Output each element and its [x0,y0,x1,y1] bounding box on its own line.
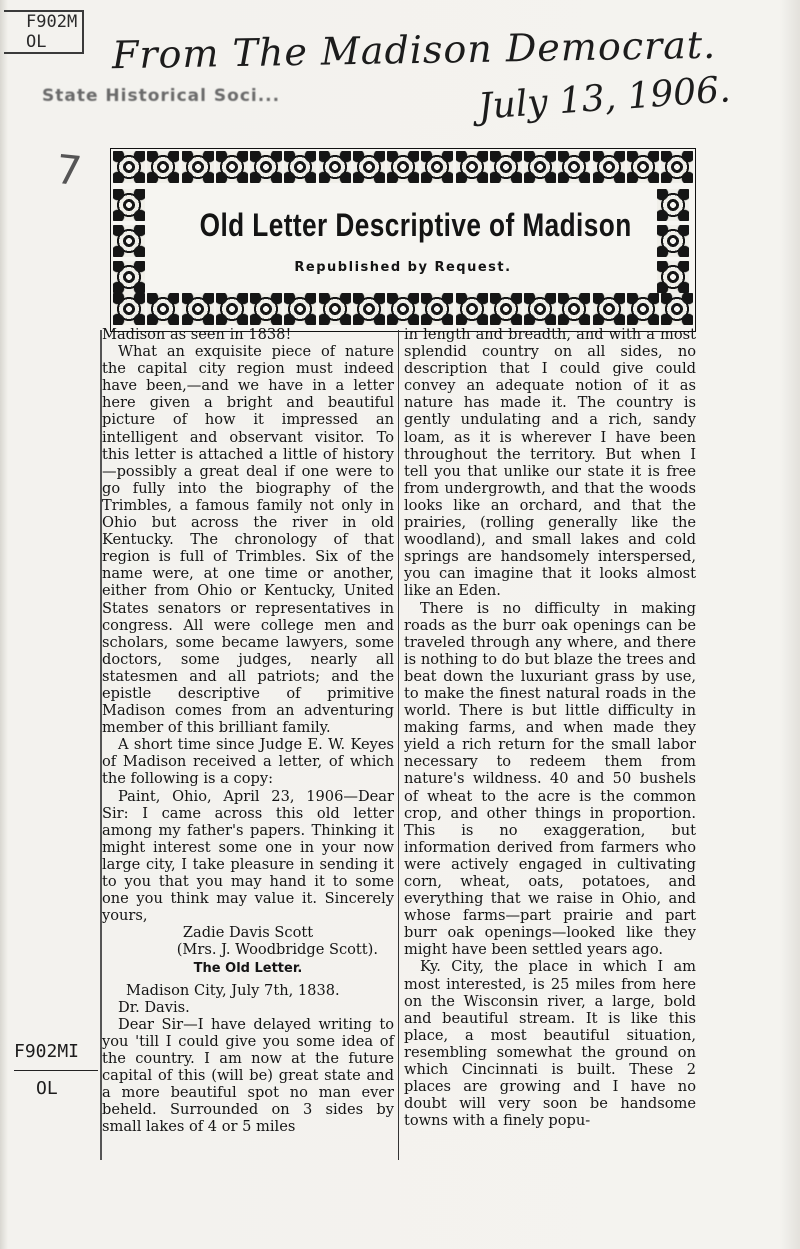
old-letter-dateline: Madison City, July 7th, 1838. [126,981,340,999]
lead-line: Madison as seen in 1838! [102,326,292,343]
ornament-border-bottom [113,293,693,329]
article-subtitle: Republished by Request. [294,260,512,275]
page-mark: 7 [53,146,84,196]
scott-letter-paragraph: Paint, Ohio, April 23, 1906—Dear Sir: I came across this old letter among my father's papers. Thinking it might interest some one in your now large city, I take pleasure in sending it to you that you may hand it to some one you think may value it. Sincerely yours, [102,787,394,925]
side-call-number-line-1: F902MI [14,1034,98,1071]
country-paragraph: in length and breadth, and with a most splendid country on all sides, no description that I could give could convey an adequate notion of it as nature has made it. The country is gently undulating and a rich, sandy loam, as it is wherever I have been throughout the territory. But when I tell you that unlike our state it is free from undergrowth, and that the woods looks like an orchard, and that the prairies, (rolling generally like the woodland), and small lakes and cold springs are handsomely interspersed, you can imagine that it looks almost like an Eden. [404,326,696,600]
article-right-column [404,326,696,1129]
call-number-stamp [4,10,84,54]
ornament-border-right [657,189,693,293]
handwritten-source-note: From The Madison Democrat. [111,22,717,78]
handwritten-date-note: July 13, 1906. [476,69,732,128]
roads-paragraph: There is no difficulty in making roads as the burr oak openings can be traveled through any where, and there is nothing to do but blaze the trees and beat down the luxuriant grass by use, to make the finest natural roads in the world. There is but little difficulty in making farms, and when made they yield a rich return for the small labor necessary to redeem them from nature's wildness. 40 and 50 bushels of wheat to the acre is the common crop, and other things in proportion. This is no exaggeration, but information derived from farmers who were actively engaged in cultivating corn, wheat, oats, potatoes, and everything that we raise in Ohio, and whose farms—part prairie and part burr oak openings—looked like they might have been settled years ago. [404,599,696,959]
call-number-line-1: F902M [26,12,78,32]
old-letter-body-start: Dear Sir—I have delayed writing to you 'till I could give you some idea of the country. I am now at the future capital of this (will be) great state and a more beautiful spot no man ever beheld. Surrounded on 3 sides by small lakes of 4 or 5 miles [102,1015,394,1136]
ornamental-header-frame [110,148,696,332]
column-divider [398,330,399,1160]
call-number-line-2: OL [26,32,47,52]
keyes-paragraph: A short time since Judge E. W. Keyes of Madison received a letter, of which the following is a copy: [102,736,394,788]
old-letter-salutation: Dr. Davis. [118,998,190,1016]
old-letter-heading: The Old Letter. [193,961,303,977]
side-call-number [14,1034,98,1107]
intro-paragraph: What an exquisite piece of nature the capital city region must indeed have been,—and we have in a letter here given a bright and beautiful picture of how it impressed an intelligent and observant visitor. To this letter is attached a little of history—possibly a great deal if one were to go fully into the biography of the Trimbles, a famous family not only in Ohio but across the river in old Kentucky. The chronology of that region is full of Trimbles. Six of the name were, at one time or another, either from Ohio or Kentucky, United States senators or representatives in congress. All were college men and scholars, some became lawyers, some doctors, some judges, nearly all statesmen and all patriots; and the epistle descriptive of primitive Madison comes from an adventuring member of this brilliant family. [102,343,394,737]
ornament-border-top [113,151,693,187]
signature-married-name: (Mrs. J. Woodbridge Scott). [176,941,378,959]
side-call-number-line-2: OL [36,1078,58,1099]
signature-name: Zadie Davis Scott [182,924,314,942]
article-title: Old Letter Descriptive of Madison [199,207,632,243]
ornament-border-left [113,189,149,293]
historical-society-stamp: State Historical Soci... [42,86,281,106]
ky-city-paragraph: Ky. City, the place in which I am most interested, is 25 miles from here on the Wisconsin river, a large, bold and beautiful stream. It is like this place, a most beautiful situation, resembling somewhat the ground on which Cincinnati is built. These 2 places are growing and I have no doubt will very soon be handsome towns with a finely popu- [404,958,696,1130]
article-left-column [102,326,394,1135]
